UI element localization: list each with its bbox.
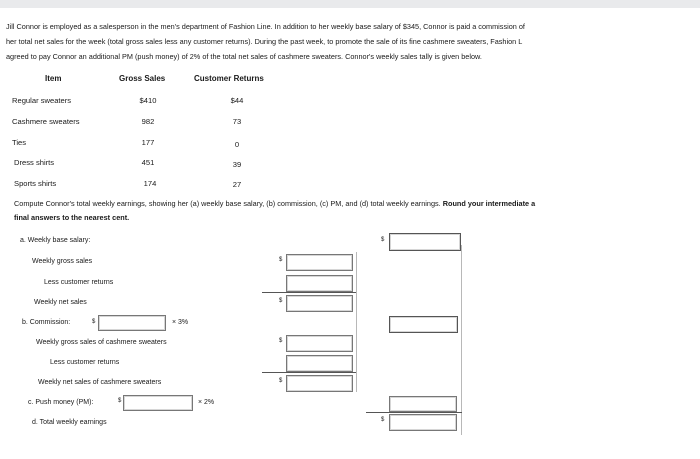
dollar-sign: $	[92, 319, 96, 325]
problem-line-2: her total net sales for the week (total gross sales less any customer returns). During the past week, to promote the sale of its fine cashmere sweaters, Fashion L	[6, 37, 523, 46]
cashmere-net-input[interactable]	[286, 375, 353, 392]
dollar-sign: $	[381, 237, 385, 243]
top-bar	[0, 0, 700, 8]
row-returns: 0	[234, 140, 240, 149]
row-item: Dress shirts	[14, 158, 55, 167]
subtotal-rule	[262, 292, 356, 293]
push-money-rate: × 2%	[198, 399, 215, 406]
dollar-sign: $	[279, 378, 283, 384]
row-returns: 39	[232, 160, 242, 169]
total-rule	[366, 412, 462, 413]
label-push-money: c. Push money (PM):	[28, 399, 94, 406]
label-cashmere-returns: Less customer returns	[50, 359, 120, 366]
row-returns: 73	[232, 117, 242, 126]
label-weekly-base-salary: a. Weekly base salary:	[20, 237, 91, 244]
row-item: Cashmere sweaters	[12, 117, 80, 126]
label-total-weekly-earnings: d. Total weekly earnings	[32, 419, 107, 426]
row-gross: 982	[141, 117, 155, 126]
instruction-line-2: final answers to the nearest cent.	[14, 213, 130, 222]
row-gross: $410	[139, 96, 157, 105]
row-item: Regular sweaters	[12, 96, 72, 105]
row-gross: 177	[141, 138, 155, 147]
commission-result-input[interactable]	[389, 316, 458, 333]
col-header-customer-returns: Customer Returns	[194, 74, 264, 83]
weekly-net-sales-input[interactable]	[286, 295, 353, 312]
label-cashmere-net: Weekly net sales of cashmere sweaters	[38, 379, 162, 386]
weekly-base-salary-input[interactable]	[389, 233, 461, 251]
subtotal-rule	[262, 372, 356, 373]
less-customer-returns-input[interactable]	[286, 275, 353, 292]
row-item: Ties	[12, 138, 27, 147]
label-cashmere-gross: Weekly gross sales of cashmere sweaters	[36, 339, 167, 346]
row-gross: 174	[143, 179, 157, 188]
col-header-item: Item	[45, 74, 62, 83]
row-returns: $44	[230, 96, 244, 105]
row-gross: 451	[141, 158, 155, 167]
label-less-customer-returns: Less customer returns	[44, 279, 114, 286]
label-commission: b. Commission:	[22, 319, 71, 326]
col-header-gross-sales: Gross Sales	[119, 74, 166, 83]
push-money-result-input[interactable]	[389, 396, 457, 412]
dollar-sign: $	[118, 398, 122, 404]
dollar-sign: $	[279, 257, 283, 263]
instruction-line-1: Compute Connor's total weekly earnings, showing her (a) weekly base salary, (b) commission, (c) PM, and (d) total weekly earnings. Round your intermediate a	[14, 199, 536, 208]
commission-base-input[interactable]	[98, 315, 166, 331]
total-weekly-earnings-input[interactable]	[389, 414, 457, 431]
row-item: Sports shirts	[14, 179, 57, 188]
cashmere-gross-input[interactable]	[286, 335, 353, 352]
dollar-sign: $	[279, 298, 283, 304]
commission-rate: × 3%	[172, 319, 189, 326]
label-weekly-gross-sales: Weekly gross sales	[32, 258, 93, 265]
column-divider	[356, 252, 357, 392]
column-divider	[461, 245, 462, 435]
row-returns: 27	[232, 180, 242, 189]
dollar-sign: $	[381, 417, 385, 423]
label-weekly-net-sales: Weekly net sales	[34, 299, 87, 306]
dollar-sign: $	[279, 338, 283, 344]
cashmere-returns-input[interactable]	[286, 355, 353, 372]
problem-line-3: agreed to pay Connor an additional PM (push money) of 2% of the total net sales of cashmere sweaters. Connor's weekly sales tally is given below.	[6, 52, 482, 61]
push-money-base-input[interactable]	[123, 395, 193, 411]
weekly-gross-sales-input[interactable]	[286, 254, 353, 271]
problem-line-1: Jill Connor is employed as a salesperson in the men's department of Fashion Line. In addition to her weekly base salary of $345, Connor is paid a commission of	[6, 22, 525, 31]
